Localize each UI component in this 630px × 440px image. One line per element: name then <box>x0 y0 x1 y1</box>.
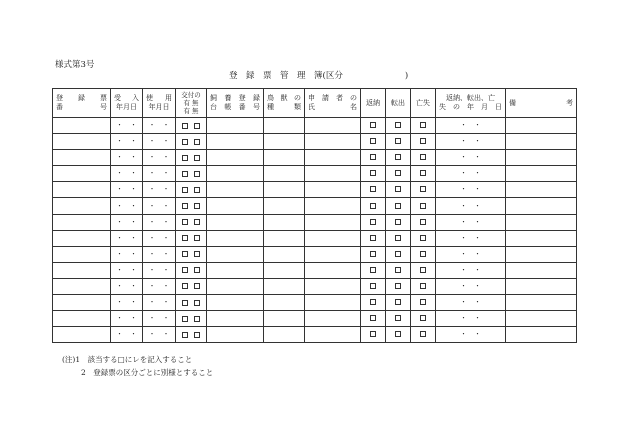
cell-species[interactable] <box>264 150 305 166</box>
checkbox[interactable] <box>194 139 200 145</box>
table-row <box>53 214 577 230</box>
cell-received-date[interactable]: ・ ・ <box>111 214 143 230</box>
cell-applicant[interactable] <box>305 327 361 343</box>
cell-species[interactable] <box>264 230 305 246</box>
table-row <box>53 327 577 343</box>
checkbox[interactable] <box>194 332 200 338</box>
checkbox[interactable] <box>395 122 401 128</box>
checkbox[interactable] <box>395 219 401 225</box>
cell-reg-no[interactable] <box>53 246 111 262</box>
cell-lost <box>411 246 436 262</box>
page-title <box>229 69 408 81</box>
cell-transferred <box>386 311 411 327</box>
cell-lost <box>411 214 436 230</box>
cell-transferred <box>386 134 411 150</box>
ledger-table <box>52 88 577 343</box>
cell-breeding-register[interactable] <box>207 134 264 150</box>
header-row <box>53 89 577 118</box>
cell-issued <box>176 246 207 262</box>
checkbox[interactable] <box>370 331 376 337</box>
cell-remarks[interactable] <box>506 182 577 198</box>
checkbox[interactable] <box>194 267 200 273</box>
cell-returned <box>361 214 386 230</box>
cell-received-date[interactable]: ・ ・ <box>111 230 143 246</box>
checkbox[interactable] <box>420 170 426 176</box>
cell-reg-no[interactable] <box>53 311 111 327</box>
cell-applicant[interactable] <box>305 150 361 166</box>
cell-applicant[interactable] <box>305 246 361 262</box>
table-row <box>53 295 577 311</box>
checkbox[interactable] <box>420 154 426 160</box>
checkbox[interactable] <box>395 299 401 305</box>
cell-used-date[interactable]: ・ ・ <box>143 311 176 327</box>
table-row <box>53 246 577 262</box>
cell-received-date[interactable]: ・ ・ <box>111 311 143 327</box>
cell-reg-no[interactable] <box>53 198 111 214</box>
header-lost: 亡失 <box>411 89 436 118</box>
cell-date-of[interactable]: ・ ・ <box>436 150 506 166</box>
cell-reg-no[interactable] <box>53 134 111 150</box>
checkbox[interactable] <box>194 123 200 129</box>
checkbox[interactable] <box>420 138 426 144</box>
checkbox[interactable] <box>370 170 376 176</box>
table-row <box>53 198 577 214</box>
cell-remarks[interactable] <box>506 166 577 182</box>
checkbox[interactable] <box>420 122 426 128</box>
cell-transferred <box>386 118 411 134</box>
checkbox[interactable] <box>420 251 426 257</box>
cell-used-date[interactable]: ・ ・ <box>143 246 176 262</box>
note-2: 2 登録票の区分ごとに別様とすること <box>81 368 214 377</box>
cell-remarks[interactable] <box>506 198 577 214</box>
cell-date-of[interactable]: ・ ・ <box>436 230 506 246</box>
cell-issued <box>176 327 207 343</box>
checkbox[interactable] <box>370 122 376 128</box>
checkbox[interactable] <box>395 251 401 257</box>
cell-used-date[interactable]: ・ ・ <box>143 182 176 198</box>
cell-remarks[interactable] <box>506 230 577 246</box>
cell-issued <box>176 182 207 198</box>
cell-used-date[interactable]: ・ ・ <box>143 118 176 134</box>
cell-applicant[interactable] <box>305 166 361 182</box>
form-number: 様式第3号 <box>55 60 95 70</box>
checkbox[interactable] <box>182 235 188 241</box>
cell-issued <box>176 166 207 182</box>
checkbox[interactable] <box>182 267 188 273</box>
cell-returned <box>361 118 386 134</box>
cell-returned <box>361 198 386 214</box>
checkbox[interactable] <box>194 203 200 209</box>
cell-species[interactable] <box>264 166 305 182</box>
cell-remarks[interactable] <box>506 150 577 166</box>
cell-breeding-register[interactable] <box>207 295 264 311</box>
cell-applicant[interactable] <box>305 134 361 150</box>
checkbox[interactable] <box>194 235 200 241</box>
cell-received-date[interactable]: ・ ・ <box>111 150 143 166</box>
cell-breeding-register[interactable] <box>207 198 264 214</box>
cell-reg-no[interactable] <box>53 327 111 343</box>
checkbox[interactable] <box>420 219 426 225</box>
table-row <box>53 182 577 198</box>
header-used: 使 用 年月日 <box>143 89 176 118</box>
cell-reg-no[interactable] <box>53 295 111 311</box>
cell-remarks[interactable] <box>506 311 577 327</box>
cell-remarks[interactable] <box>506 295 577 311</box>
cell-transferred <box>386 182 411 198</box>
cell-applicant[interactable] <box>305 311 361 327</box>
cell-transferred <box>386 166 411 182</box>
checkbox[interactable] <box>182 300 188 306</box>
checkbox[interactable] <box>395 235 401 241</box>
checkbox[interactable] <box>370 186 376 192</box>
cell-lost <box>411 134 436 150</box>
checkbox[interactable] <box>370 235 376 241</box>
checkbox[interactable] <box>370 154 376 160</box>
cell-date-of[interactable]: ・ ・ <box>436 262 506 278</box>
cell-date-of[interactable]: ・ ・ <box>436 182 506 198</box>
cell-applicant[interactable] <box>305 278 361 294</box>
cell-issued <box>176 150 207 166</box>
header-transferred: 転出 <box>386 89 411 118</box>
checkbox[interactable] <box>420 283 426 289</box>
header-applicant: 申 請 者 の 氏 名 <box>305 89 361 118</box>
checkbox[interactable] <box>194 283 200 289</box>
cell-species[interactable] <box>264 246 305 262</box>
checkbox[interactable] <box>194 300 200 306</box>
cell-species[interactable] <box>264 278 305 294</box>
cell-issued <box>176 278 207 294</box>
header-species: 鳥 獣 の 種 類 <box>264 89 305 118</box>
cell-lost <box>411 262 436 278</box>
checkbox[interactable] <box>420 315 426 321</box>
table-row <box>53 118 577 134</box>
cell-received-date[interactable]: ・ ・ <box>111 246 143 262</box>
cell-reg-no[interactable] <box>53 262 111 278</box>
cell-returned <box>361 166 386 182</box>
cell-reg-no[interactable] <box>53 214 111 230</box>
checkbox[interactable] <box>395 203 401 209</box>
cell-breeding-register[interactable] <box>207 246 264 262</box>
cell-remarks[interactable] <box>506 134 577 150</box>
cell-returned <box>361 295 386 311</box>
cell-received-date[interactable]: ・ ・ <box>111 166 143 182</box>
cell-applicant[interactable] <box>305 198 361 214</box>
header-returned: 返納 <box>361 89 386 118</box>
cell-lost <box>411 118 436 134</box>
checkbox[interactable] <box>395 170 401 176</box>
cell-received-date[interactable]: ・ ・ <box>111 182 143 198</box>
cell-breeding-register[interactable] <box>207 327 264 343</box>
cell-transferred <box>386 150 411 166</box>
cell-returned <box>361 230 386 246</box>
cell-transferred <box>386 246 411 262</box>
cell-date-of[interactable]: ・ ・ <box>436 198 506 214</box>
cell-remarks[interactable] <box>506 118 577 134</box>
cell-date-of[interactable]: ・ ・ <box>436 166 506 182</box>
checkbox[interactable] <box>194 219 200 225</box>
cell-breeding-register[interactable] <box>207 214 264 230</box>
cell-used-date[interactable]: ・ ・ <box>143 150 176 166</box>
cell-used-date[interactable]: ・ ・ <box>143 214 176 230</box>
cell-received-date[interactable]: ・ ・ <box>111 278 143 294</box>
cell-breeding-register[interactable] <box>207 166 264 182</box>
checkbox[interactable] <box>420 267 426 273</box>
checkbox[interactable] <box>395 267 401 273</box>
cell-date-of[interactable]: ・ ・ <box>436 134 506 150</box>
header-date-of: 返納、転出、亡 失 の 年 月 日 <box>436 89 506 118</box>
cell-breeding-register[interactable] <box>207 182 264 198</box>
checkbox[interactable] <box>182 283 188 289</box>
table-row <box>53 230 577 246</box>
cell-received-date[interactable]: ・ ・ <box>111 262 143 278</box>
cell-transferred <box>386 198 411 214</box>
checkbox[interactable] <box>395 154 401 160</box>
cell-species[interactable] <box>264 118 305 134</box>
table-row <box>53 311 577 327</box>
cell-used-date[interactable]: ・ ・ <box>143 295 176 311</box>
cell-issued <box>176 214 207 230</box>
cell-remarks[interactable] <box>506 278 577 294</box>
checkbox[interactable] <box>370 283 376 289</box>
header-received: 受 入 年月日 <box>111 89 143 118</box>
cell-used-date[interactable]: ・ ・ <box>143 278 176 294</box>
cell-lost <box>411 230 436 246</box>
cell-used-date[interactable]: ・ ・ <box>143 230 176 246</box>
cell-used-date[interactable]: ・ ・ <box>143 198 176 214</box>
table-row <box>53 166 577 182</box>
cell-reg-no[interactable] <box>53 278 111 294</box>
cell-issued <box>176 230 207 246</box>
cell-date-of[interactable]: ・ ・ <box>436 295 506 311</box>
cell-applicant[interactable] <box>305 214 361 230</box>
cell-date-of[interactable]: ・ ・ <box>436 327 506 343</box>
checkbox[interactable] <box>420 203 426 209</box>
cell-transferred <box>386 230 411 246</box>
cell-transferred <box>386 214 411 230</box>
checkbox[interactable] <box>194 171 200 177</box>
checkbox[interactable] <box>182 332 188 338</box>
cell-applicant[interactable] <box>305 262 361 278</box>
header-breeding-register: 飼 養 登 録 台 帳 番 号 <box>207 89 264 118</box>
cell-issued <box>176 134 207 150</box>
checkbox[interactable] <box>395 315 401 321</box>
ledger-body <box>53 118 577 343</box>
cell-species[interactable] <box>264 327 305 343</box>
checkbox[interactable] <box>395 331 401 337</box>
checkbox[interactable] <box>182 187 188 193</box>
cell-species[interactable] <box>264 295 305 311</box>
note-1: (注)1 該当する□にレを記入すること <box>62 355 193 364</box>
cell-applicant[interactable] <box>305 182 361 198</box>
cell-issued <box>176 295 207 311</box>
cell-species[interactable] <box>264 262 305 278</box>
checkbox[interactable] <box>395 186 401 192</box>
cell-returned <box>361 182 386 198</box>
checkbox[interactable] <box>182 139 188 145</box>
header-remarks: 備 考 <box>506 89 577 118</box>
cell-lost <box>411 278 436 294</box>
cell-breeding-register[interactable] <box>207 278 264 294</box>
cell-received-date[interactable]: ・ ・ <box>111 118 143 134</box>
header-issued: 交付の 有 無 有 無 <box>176 89 207 118</box>
checkbox[interactable] <box>370 219 376 225</box>
cell-received-date[interactable]: ・ ・ <box>111 295 143 311</box>
checkbox[interactable] <box>420 331 426 337</box>
checkbox[interactable] <box>182 219 188 225</box>
cell-issued <box>176 198 207 214</box>
notes <box>62 353 213 379</box>
checkbox[interactable] <box>194 155 200 161</box>
cell-received-date[interactable]: ・ ・ <box>111 327 143 343</box>
cell-issued <box>176 311 207 327</box>
checkbox[interactable] <box>370 251 376 257</box>
cell-lost <box>411 327 436 343</box>
table-row <box>53 150 577 166</box>
checkbox[interactable] <box>182 155 188 161</box>
cell-returned <box>361 278 386 294</box>
cell-received-date[interactable]: ・ ・ <box>111 134 143 150</box>
cell-remarks[interactable] <box>506 246 577 262</box>
cell-used-date[interactable]: ・ ・ <box>143 166 176 182</box>
table-row <box>53 278 577 294</box>
cell-received-date[interactable]: ・ ・ <box>111 198 143 214</box>
cell-reg-no[interactable] <box>53 182 111 198</box>
checkbox[interactable] <box>182 203 188 209</box>
cell-lost <box>411 150 436 166</box>
cell-returned <box>361 150 386 166</box>
cell-applicant[interactable] <box>305 118 361 134</box>
table-row <box>53 134 577 150</box>
checkbox[interactable] <box>194 316 200 322</box>
checkbox[interactable] <box>370 315 376 321</box>
cell-issued <box>176 118 207 134</box>
cell-applicant[interactable] <box>305 295 361 311</box>
cell-date-of[interactable]: ・ ・ <box>436 118 506 134</box>
cell-remarks[interactable] <box>506 262 577 278</box>
cell-transferred <box>386 295 411 311</box>
cell-returned <box>361 246 386 262</box>
checkbox[interactable] <box>182 171 188 177</box>
cell-remarks[interactable] <box>506 214 577 230</box>
cell-remarks[interactable] <box>506 327 577 343</box>
title-close: ) <box>404 71 409 81</box>
cell-species[interactable] <box>264 134 305 150</box>
checkbox[interactable] <box>420 299 426 305</box>
checkbox[interactable] <box>182 123 188 129</box>
cell-species[interactable] <box>264 214 305 230</box>
cell-reg-no[interactable] <box>53 230 111 246</box>
cell-used-date[interactable]: ・ ・ <box>143 327 176 343</box>
cell-lost <box>411 295 436 311</box>
cell-returned <box>361 311 386 327</box>
checkbox[interactable] <box>370 267 376 273</box>
cell-reg-no[interactable] <box>53 150 111 166</box>
cell-reg-no[interactable] <box>53 118 111 134</box>
cell-reg-no[interactable] <box>53 166 111 182</box>
cell-returned <box>361 134 386 150</box>
cell-breeding-register[interactable] <box>207 118 264 134</box>
checkbox[interactable] <box>370 203 376 209</box>
checkbox[interactable] <box>194 187 200 193</box>
title-text: 登 録 票 管 理 簿(区分 <box>229 71 343 81</box>
cell-returned <box>361 262 386 278</box>
cell-breeding-register[interactable] <box>207 311 264 327</box>
cell-breeding-register[interactable] <box>207 230 264 246</box>
checkbox[interactable] <box>420 186 426 192</box>
checkbox[interactable] <box>395 138 401 144</box>
cell-used-date[interactable]: ・ ・ <box>143 262 176 278</box>
cell-species[interactable] <box>264 198 305 214</box>
cell-lost <box>411 311 436 327</box>
cell-species[interactable] <box>264 182 305 198</box>
cell-date-of[interactable]: ・ ・ <box>436 214 506 230</box>
cell-date-of[interactable]: ・ ・ <box>436 246 506 262</box>
cell-lost <box>411 166 436 182</box>
cell-date-of[interactable]: ・ ・ <box>436 311 506 327</box>
cell-breeding-register[interactable] <box>207 262 264 278</box>
cell-lost <box>411 182 436 198</box>
cell-lost <box>411 198 436 214</box>
cell-date-of[interactable]: ・ ・ <box>436 278 506 294</box>
cell-species[interactable] <box>264 311 305 327</box>
table-row <box>53 262 577 278</box>
cell-breeding-register[interactable] <box>207 150 264 166</box>
cell-transferred <box>386 278 411 294</box>
cell-issued <box>176 262 207 278</box>
cell-used-date[interactable]: ・ ・ <box>143 134 176 150</box>
cell-returned <box>361 327 386 343</box>
checkbox[interactable] <box>420 235 426 241</box>
checkbox[interactable] <box>182 316 188 322</box>
header-reg-no: 登 録 票 番 号 <box>53 89 111 118</box>
checkbox[interactable] <box>182 251 188 257</box>
cell-transferred <box>386 262 411 278</box>
checkbox[interactable] <box>395 283 401 289</box>
checkbox[interactable] <box>370 138 376 144</box>
cell-applicant[interactable] <box>305 230 361 246</box>
cell-transferred <box>386 327 411 343</box>
checkbox[interactable] <box>370 299 376 305</box>
checkbox[interactable] <box>194 251 200 257</box>
